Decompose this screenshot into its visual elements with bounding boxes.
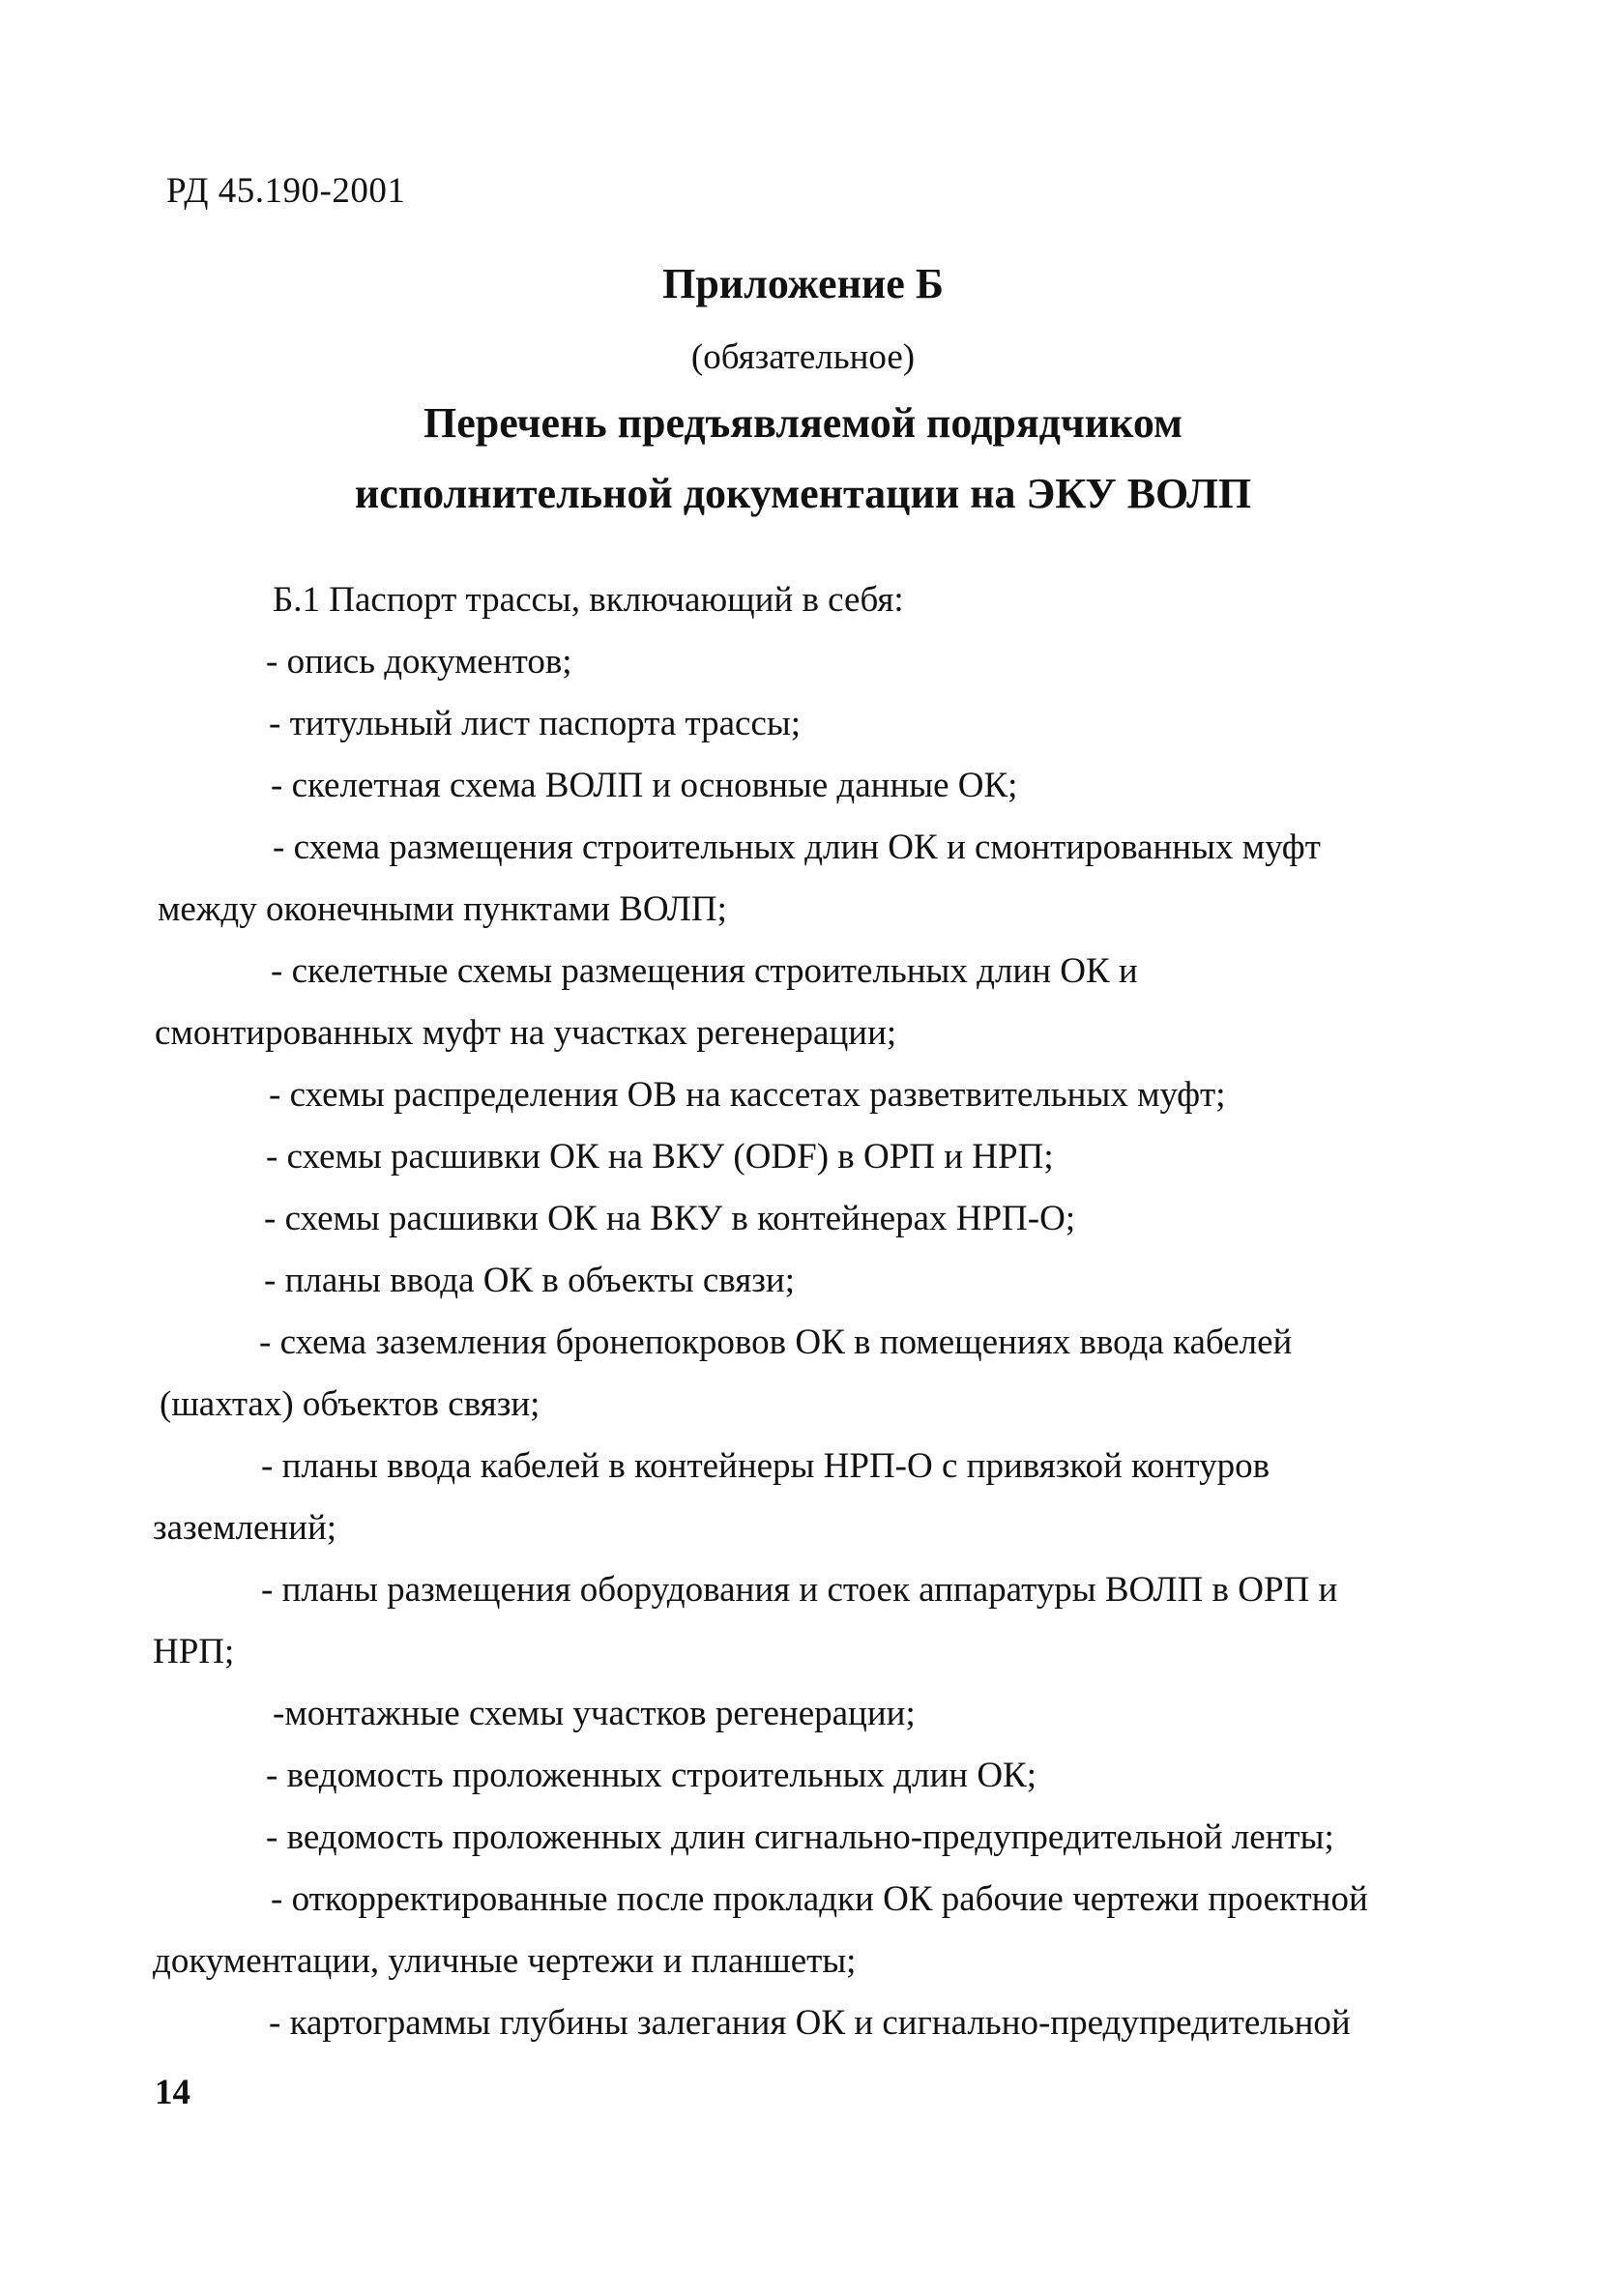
list-item: - ведомость проложенных длин сигнально-предупредительной ленты;	[266, 1817, 1334, 1857]
list-item-continuation: (шахтах) объектов связи;	[160, 1384, 540, 1424]
list-item: - ведомость проложенных строительных длин ОК;	[266, 1756, 1037, 1795]
list-item: - картограммы глубины залегания ОК и сигнально-предупредительной	[269, 2003, 1351, 2043]
list-item: - скелетная схема ВОЛП и основные данные ОК;	[271, 766, 1018, 805]
list-item-continuation: между оконечными пунктами ВОЛП;	[158, 889, 727, 929]
appendix-title: Приложение Б	[662, 260, 944, 307]
list-item: - схемы расшивки ОК на ВКУ (ODF) в ОРП и НРП;	[266, 1137, 1054, 1177]
appendix-status: (обязательное)	[690, 337, 916, 377]
list-item: - титульный лист паспорта трассы;	[269, 704, 802, 743]
list-item-continuation: НРП;	[153, 1632, 235, 1671]
list-item: - схемы распределения ОВ на кассетах разветвительных муфт;	[269, 1075, 1226, 1115]
list-item: - опись документов;	[266, 642, 572, 682]
list-item: - планы размещения оборудования и стоек аппаратуры ВОЛП в ОРП и	[261, 1570, 1338, 1610]
list-item: - схемы расшивки ОК на ВКУ в контейнерах НРП-О;	[264, 1199, 1076, 1238]
list-item: -монтажные схемы участков регенерации;	[273, 1694, 916, 1733]
section-b1-heading: Б.1 Паспорт трассы, включающий в себя:	[273, 580, 904, 620]
appendix-heading-line-2: исполнительной документации на ЭКУ ВОЛП	[354, 470, 1252, 517]
page-number: 14	[155, 2073, 190, 2112]
list-item: - откорректированные после прокладки ОК рабочие чертежи проектной	[271, 1879, 1368, 1919]
list-item-continuation: документации, уличные чертежи и планшеты;	[153, 1941, 857, 1981]
list-item-continuation: заземлений;	[153, 1508, 337, 1548]
list-item: - схема заземления бронепокровов ОК в помещениях ввода кабелей	[259, 1322, 1293, 1362]
list-item: - схема размещения строительных длин ОК и смонтированных муфт	[273, 828, 1321, 867]
list-item: - скелетные схемы размещения строительных длин ОК и	[271, 951, 1138, 991]
document-code: РД 45.190-2001	[166, 171, 406, 211]
list-item: - планы ввода ОК в объекты связи;	[264, 1261, 796, 1300]
list-item-continuation: смонтированных муфт на участках регенерации;	[155, 1013, 897, 1053]
appendix-heading-line-1: Перечень предъявляемой подрядчиком	[423, 399, 1183, 447]
list-item: - планы ввода кабелей в контейнеры НРП-О с привязкой контуров	[261, 1446, 1270, 1486]
